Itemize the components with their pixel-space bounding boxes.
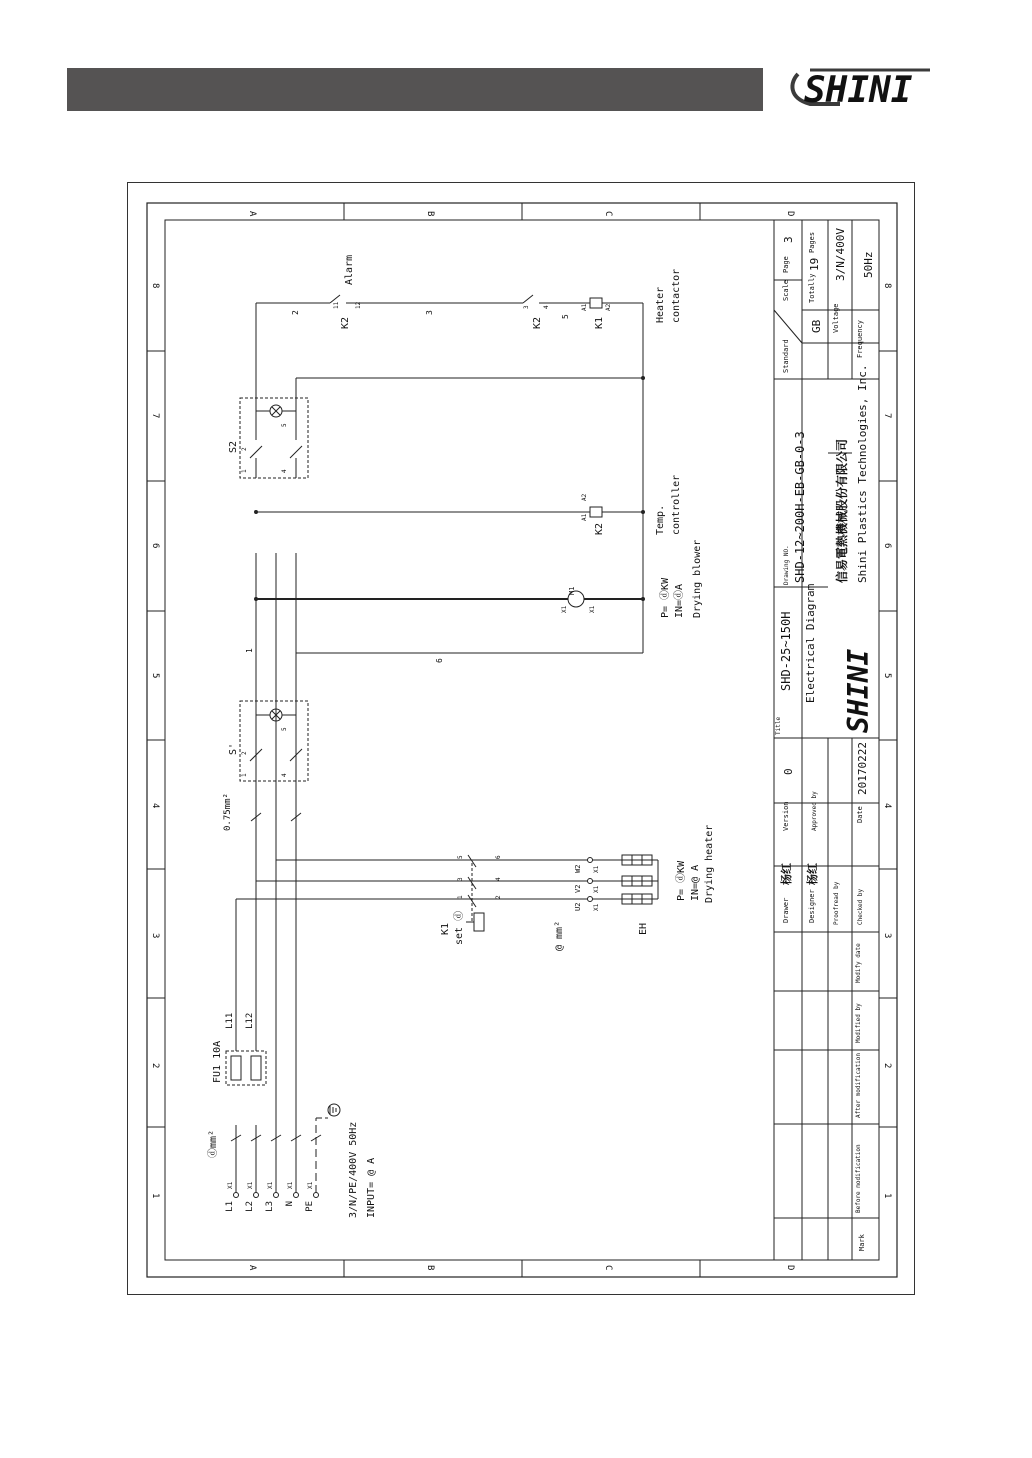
tb-title-2: Electrical Diagram [804, 583, 817, 703]
tb-totally-label: Totally [808, 273, 816, 303]
grid-col-6-left: 6 [150, 543, 160, 549]
tb-page-label: Page [782, 256, 790, 273]
tb-frequency-label: Frequency [856, 320, 864, 358]
tb-mark-label: Mark [858, 1234, 866, 1251]
terminal-l3: L3 [265, 1201, 275, 1212]
grid-col-3-left: 3 [150, 933, 160, 939]
tb-title-1: SHD-25~150H [779, 611, 793, 691]
tb-shini-logo [842, 649, 875, 733]
tb-proofread-label: Proofread by [833, 881, 840, 925]
alarm-contact-label: K2 [340, 316, 351, 329]
terminal-l1: L1 [225, 1201, 235, 1212]
fuse-out-l11: L11 [225, 1012, 235, 1029]
blower-x1-a: X1 [561, 605, 568, 613]
wire-label-1: 1 [245, 648, 254, 653]
temp-coil-label: K2 [594, 522, 605, 535]
temp-name-1: Temp. [655, 504, 666, 535]
heater-k1-pin-a2: A2 [605, 303, 612, 311]
switch-s1-pin-1: 1 [241, 773, 248, 777]
grid-row-b-bottom: B [425, 1265, 435, 1271]
terminal-x1-pe: X1 [307, 1181, 314, 1189]
terminal-x1-n: X1 [287, 1181, 294, 1189]
terminal-pe: PE [305, 1201, 315, 1212]
control-wire-size: 0.75mm² [223, 793, 233, 831]
switch-s1-label: S' [228, 742, 239, 755]
heater-elements [622, 855, 658, 904]
grid-col-2-right: 2 [882, 1063, 892, 1069]
switch-s2-contacts [250, 303, 643, 478]
grid-col-1-right: 1 [882, 1193, 892, 1199]
heater-terminal-w2: W2 [574, 864, 582, 873]
terminal-n: N [285, 1201, 295, 1207]
k1-out-6: 2 [495, 895, 502, 899]
tb-version-value: 0 [782, 768, 795, 775]
shini-logo [780, 58, 950, 118]
grid-row-d-bottom: D [785, 1265, 795, 1271]
fuse-2 [251, 1056, 261, 1080]
k1-out-4: 4 [495, 877, 502, 881]
tb-voltage-label: Voltage [832, 303, 840, 333]
fuse-out-l12: L12 [245, 1012, 255, 1029]
heater-terminal-v2: V2 [574, 884, 582, 893]
heater-name: Drying heater [704, 824, 715, 903]
tb-scale-label: Scale [782, 279, 790, 301]
blower-name: Drying blower [692, 539, 703, 618]
supply-spec: 3/N/PE/400V 50Hz [348, 1121, 359, 1218]
alarm-pin-12: 12 [355, 301, 362, 309]
tb-pages-label: Pages [808, 231, 816, 253]
tb-date-label: Date [856, 806, 864, 823]
heater-k2-pin-3: 3 [523, 305, 530, 309]
switch-s2-pin-4: 4 [281, 469, 288, 473]
grid-col-1-left: 1 [150, 1193, 160, 1199]
switch-s2-box [240, 398, 308, 478]
heater-wire-size: @ mm² [554, 920, 565, 951]
k1-contact-5: 1 [457, 895, 464, 899]
wire-label-2: 2 [291, 310, 300, 315]
switch-s1-pin-4: 4 [281, 773, 288, 777]
tb-approved-label: Approved by [811, 791, 818, 831]
k1-setting: set ⓓ [454, 910, 465, 945]
grid-row-c-top: C [603, 211, 613, 217]
tb-company-cn: 信易電熱機械股份有限公司 [835, 438, 849, 583]
switch-s2-label: S2 [228, 440, 239, 453]
switch-s2-pin-2: 2 [241, 447, 248, 451]
blower-motor-label: M1 [568, 586, 576, 595]
alarm-pin-11: 11 [333, 301, 340, 309]
terminal-x1-l3: X1 [267, 1181, 274, 1189]
heater-k1-pin-a1: A1 [581, 303, 588, 311]
fuse-lines [236, 553, 658, 1051]
grid-col-5-right: 5 [882, 673, 892, 679]
tb-date-value: 20170222 [856, 742, 869, 795]
heater-power: P= ⓓKW [676, 860, 687, 901]
switch-s1-pin-2: 2 [241, 751, 248, 755]
grid-col-2-left: 2 [150, 1063, 160, 1069]
k1-contact-3: 3 [457, 877, 464, 881]
switch-s2-pin-1: 1 [241, 469, 248, 473]
electrical-diagram [128, 183, 914, 1294]
blower-x1-b: X1 [589, 605, 596, 613]
tb-before-label: Before modification [855, 1144, 862, 1213]
heater-terminal-circles [588, 858, 593, 902]
temp-wiring [256, 378, 643, 599]
grid-col-6-right: 6 [882, 543, 892, 549]
grid-col-7-right: 7 [882, 413, 892, 419]
supply-input: INPUT= @ A [366, 1157, 377, 1218]
heater-x1-u: X1 [593, 903, 600, 911]
terminal-x1-l2: X1 [247, 1181, 254, 1189]
heater-k2-pin-4: 4 [543, 305, 550, 309]
temp-pin-a1: A1 [581, 513, 588, 521]
temp-pin-a2: A2 [581, 493, 588, 501]
grid-row-a-bottom: A [247, 1265, 257, 1271]
heater-k2-contact: K2 [532, 316, 543, 329]
supply-terminals [234, 1193, 319, 1198]
tb-designer-name: 杨红 [806, 863, 819, 885]
supply-wire-size: ⓓmm² [208, 1129, 219, 1158]
blower-wiring [256, 591, 643, 653]
heater-x1-w: X1 [593, 865, 600, 873]
tb-drawing-no: SHD-12~200H-EB-GB-0-3 [793, 431, 807, 583]
tb-voltage-value: 3/N/400V [834, 228, 847, 281]
blower-power: P= ⓓKW [660, 577, 671, 618]
tb-after-label: After modification [855, 1052, 862, 1118]
k1-out-2: 6 [495, 855, 502, 859]
tb-modify-date-label: Modify date [855, 943, 862, 983]
switch-s2-pin-5: 5 [281, 423, 288, 427]
wire-label-5: 5 [561, 314, 570, 319]
drawing-sheet [127, 182, 915, 1295]
tb-version-label: Version [782, 801, 790, 831]
heater-contactor-name-1: Heater [655, 286, 666, 323]
wire-label-3: 3 [425, 310, 434, 315]
grid-col-3-right: 3 [882, 933, 892, 939]
tb-drawer-name: 杨红 [780, 863, 793, 885]
heater-terminal-u2: U2 [574, 902, 582, 911]
tb-company-en: Shini Plastics Technologies, Inc. [856, 364, 869, 583]
switch-s1-pin-5: 5 [281, 727, 288, 731]
heater-tag: EH [638, 922, 649, 935]
tb-frequency-value: 50Hz [862, 251, 875, 278]
grid-col-4-left: 4 [150, 803, 160, 809]
switch-s1-contacts [250, 553, 643, 781]
fuse-1 [231, 1056, 241, 1080]
grid-row-a-top: A [247, 211, 257, 217]
inner-border [165, 220, 879, 1260]
tb-standard-value: GB [810, 319, 823, 333]
heater-contactor-name-2: contactor [671, 268, 682, 323]
earth-ground-icon [328, 1104, 340, 1116]
k1-contact-1: 5 [457, 855, 464, 859]
tb-logo-text: SHINI [842, 648, 875, 733]
tb-modified-by-label: Modified by [855, 1003, 862, 1043]
tb-standard-label: Standard [782, 339, 790, 373]
logo-text: SHINI [804, 70, 913, 111]
tb-totally-value: 19 [808, 257, 821, 271]
terminal-x1-l1: X1 [227, 1181, 234, 1189]
grid-col-7-left: 7 [150, 413, 160, 419]
grid-col-8-right: 8 [882, 283, 892, 289]
grid-col-5-left: 5 [150, 673, 160, 679]
tb-title-label: Title [775, 716, 782, 735]
blower-current: IN=ⓓA [674, 583, 685, 618]
heater-x1-v: X1 [593, 885, 600, 893]
tb-checked-label: Checked by [857, 888, 864, 925]
tb-drawing-label: Drawing NO. [783, 545, 790, 585]
tb-page-value: 3 [782, 236, 795, 243]
temp-name-2: controller [671, 474, 682, 535]
terminal-l2: L2 [245, 1201, 255, 1212]
alarm-name: Alarm [344, 254, 355, 285]
grid-row-c-bottom: C [603, 1265, 613, 1271]
header-bar [67, 68, 763, 111]
grid-row-b-top: B [425, 211, 435, 217]
k1-label: K1 [440, 922, 451, 935]
tb-designer-label: Designer [808, 889, 816, 923]
fuse-label: FU1 10A [212, 1040, 223, 1083]
heater-k1-coil: K1 [594, 316, 605, 329]
heater-current: IN=@ A [690, 864, 701, 901]
grid-row-d-top: D [785, 211, 795, 217]
tb-drawer-label: Drawer [782, 897, 790, 923]
grid-col-4-right: 4 [882, 803, 892, 809]
grid-col-8-left: 8 [150, 283, 160, 289]
wire-label-6: 6 [435, 658, 444, 663]
